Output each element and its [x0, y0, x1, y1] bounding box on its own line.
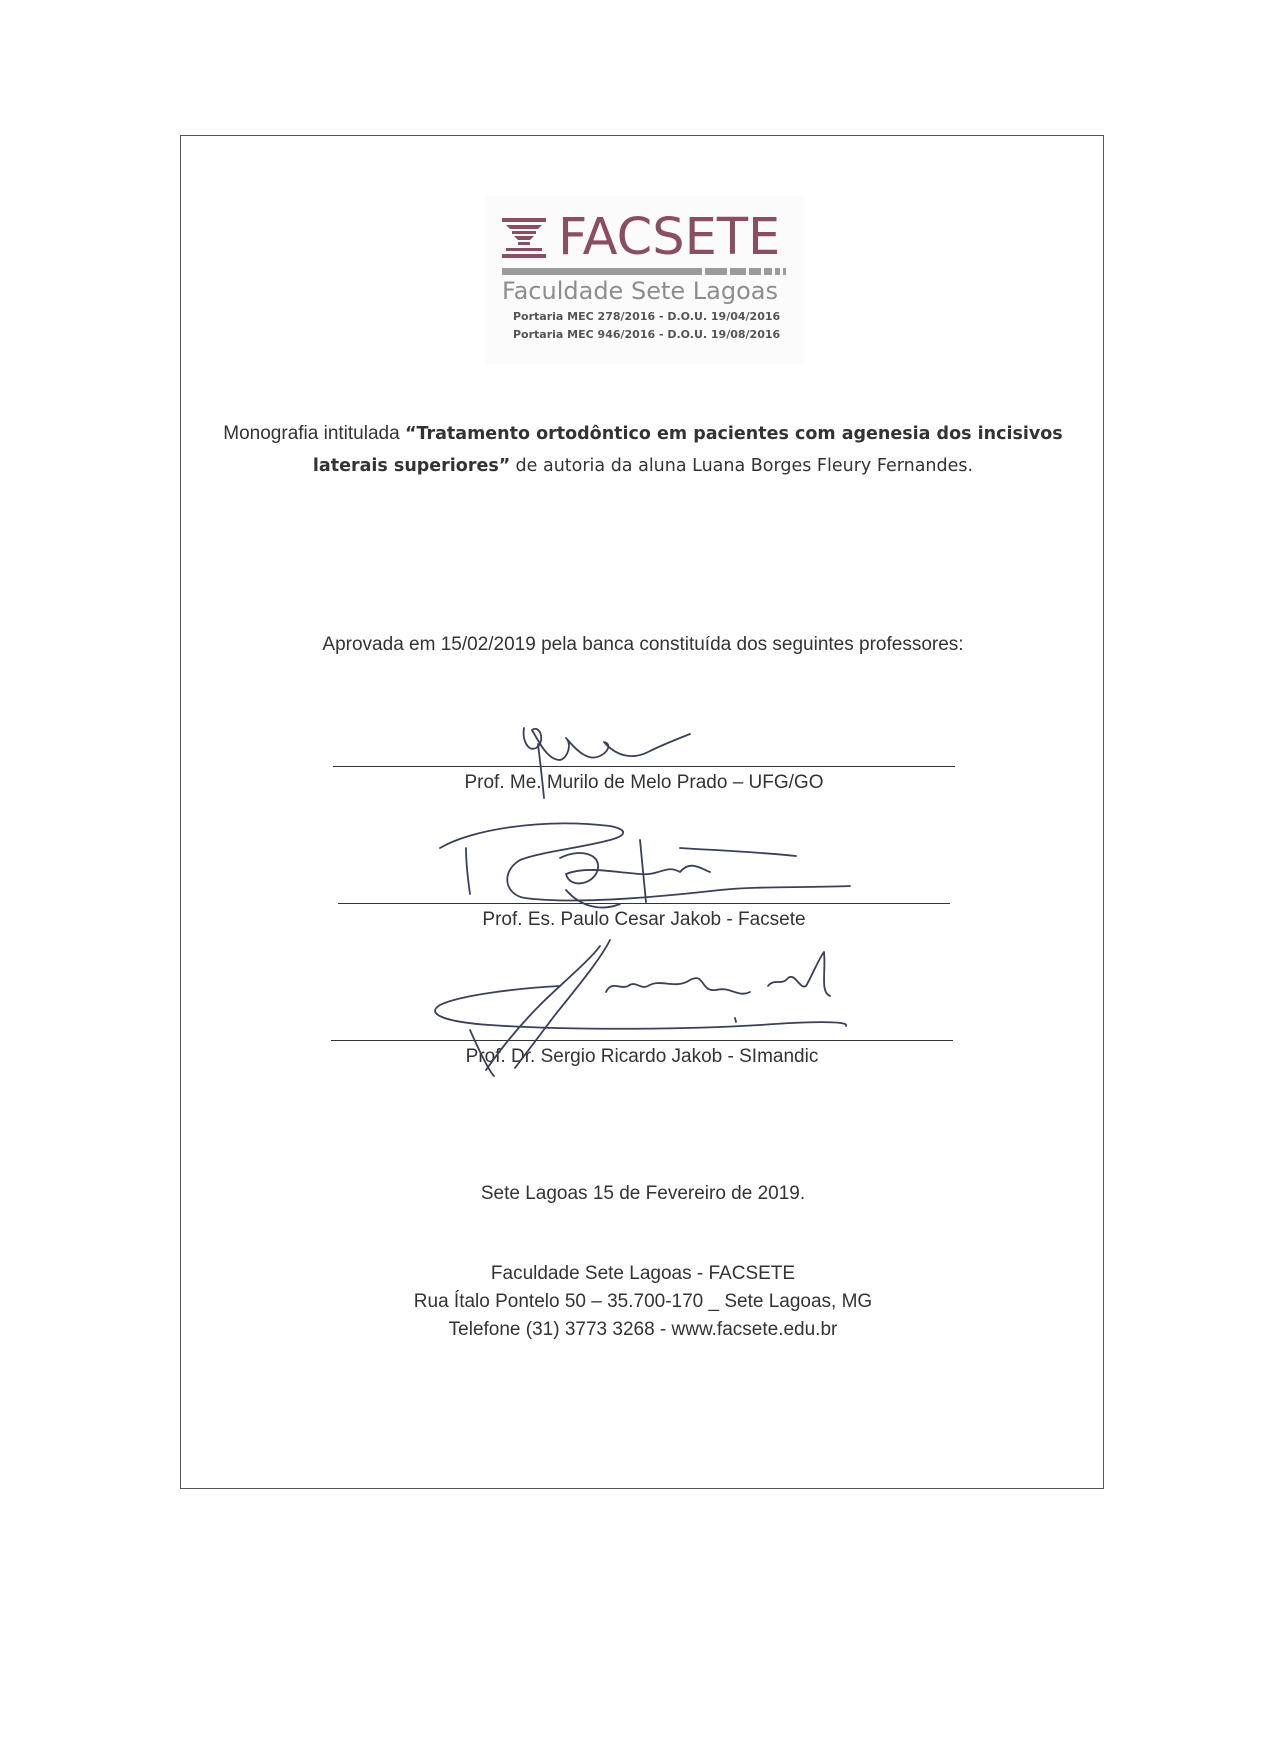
title-prefix: Monografia intitulada [223, 423, 400, 444]
footer-address: Rua Ítalo Pontelo 50 – 35.700-170 _ Sete Lagoas, MG [413, 1291, 873, 1312]
examiner-name-1: Prof. Me. Murilo de Melo Prado – UFG/GO [464, 772, 824, 793]
examiner-name-3: Prof. Dr. Sergio Ricardo Jakob - SImandic [465, 1046, 819, 1067]
logo-portaria-2: Portaria MEC 946/2016 - D.O.U. 19/08/2016 [513, 328, 781, 341]
institution-footer [200, 1260, 1086, 1344]
monograph-title-paragraph [200, 418, 1086, 482]
footer-contact: Telefone (31) 3773 3268 - www.facsete.edu.br [448, 1319, 838, 1340]
facsete-logo [485, 196, 805, 364]
logo-subtitle: Faculdade Sete Lagoas [502, 277, 778, 305]
signature-line-2 [338, 903, 950, 904]
examiner-name-2: Prof. Es. Paulo Cesar Jakob - Facsete [482, 909, 806, 930]
approval-statement: Aprovada em 15/02/2019 pela banca constituída dos seguintes professores: [322, 634, 964, 655]
logo-name: FACSETE [558, 208, 781, 267]
facsete-emblem-icon [502, 218, 546, 258]
footer-institution: Faculdade Sete Lagoas - FACSETE [490, 1263, 796, 1284]
logo-divider-bar [502, 268, 788, 275]
place-date: Sete Lagoas 15 de Fevereiro de 2019. [480, 1183, 806, 1204]
monograph-title: “Tratamento ortodôntico em pacientes com agenesia dos incisivos laterais superiores” [312, 424, 1063, 476]
signature-line-3 [331, 1040, 953, 1041]
logo-portaria-1: Portaria MEC 278/2016 - D.O.U. 19/04/2016 [513, 310, 781, 323]
signature-line-1 [333, 766, 955, 767]
author-text: de autoria da aluna Luana Borges Fleury Fernandes. [515, 456, 974, 476]
